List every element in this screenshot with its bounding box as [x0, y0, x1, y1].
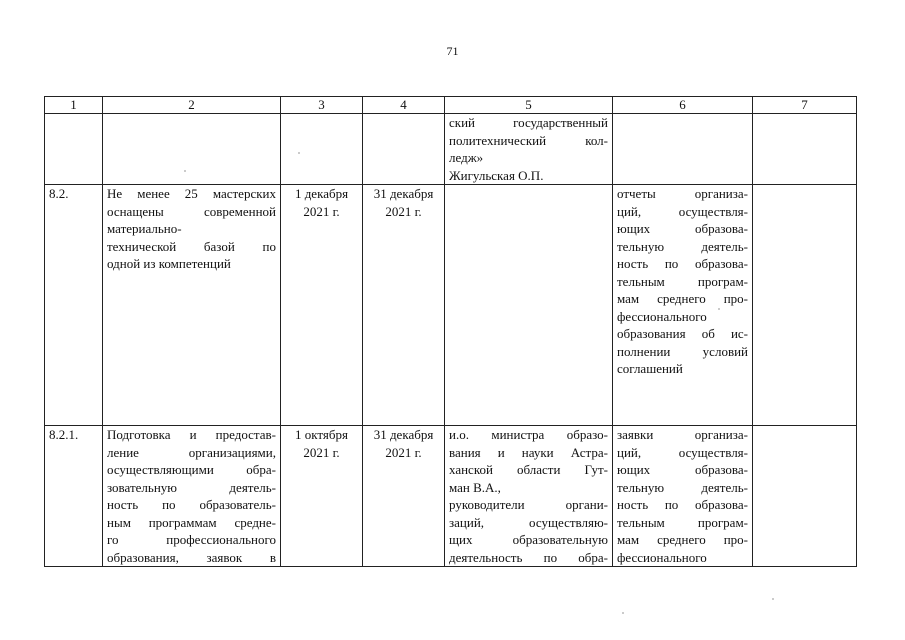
cell-line: зовательную деятель-: [107, 479, 276, 495]
cell-line: технической базой по: [107, 238, 276, 254]
cell-line: тельную деятель-: [617, 479, 748, 495]
cell-line: материально-: [107, 221, 182, 236]
result-cell: [613, 185, 753, 426]
cell-line: ледж»: [449, 150, 484, 165]
cell-line: одной из компетенций: [107, 256, 231, 271]
cell-line: 1 октября: [295, 427, 348, 442]
end-date-cell: [363, 426, 445, 567]
column-header: 4: [363, 97, 445, 114]
cell-line: Не менее 25 мастерских: [107, 186, 276, 201]
cell-line: мам среднего про-: [617, 532, 748, 547]
cell-line: полнении условий: [617, 343, 748, 359]
cell-line: тельным програм-: [617, 514, 748, 530]
cell-line: 2021 г.: [303, 444, 340, 460]
cell-line: ский государственный: [449, 115, 608, 130]
scan-speck: [718, 308, 720, 310]
cell-line: ление организациями,: [107, 444, 276, 460]
item-number-cell: [45, 114, 103, 185]
cell-line: 2021 г.: [303, 203, 340, 219]
cell-line: ность по образова-: [617, 497, 748, 512]
item-number-cell: 8.2.1.: [45, 426, 103, 567]
item-number-cell: 8.2.: [45, 185, 103, 426]
cell-line: 1 декабря: [294, 186, 349, 201]
result-cell: [613, 114, 753, 185]
column-header: 3: [281, 97, 363, 114]
activity-cell: [103, 426, 281, 567]
scan-speck: [772, 598, 774, 600]
cell-line: ций, осуществля-: [617, 444, 748, 460]
cell-line: отчеты организа-: [617, 186, 748, 201]
cell-line: Жигульская О.П.: [449, 167, 544, 183]
scan-speck: [184, 170, 186, 172]
scan-speck: [298, 152, 300, 154]
cell-line: фессионального: [617, 549, 707, 565]
cell-line: щих образовательную: [449, 532, 608, 547]
page-number: 71: [446, 44, 459, 58]
column-header: 5: [445, 97, 613, 114]
cell-line: образования, заявок в: [107, 549, 276, 565]
cell-line: руководители органи-: [449, 497, 608, 512]
column-header: 6: [613, 97, 753, 114]
cell-line: ность по образова-: [617, 256, 748, 271]
column-header: 2: [103, 97, 281, 114]
notes-cell: [753, 185, 857, 426]
cell-line: оснащены современной: [107, 203, 276, 219]
cell-line: ман В.А.,: [449, 479, 501, 495]
cell-line: ханской области Гут-: [449, 462, 608, 477]
responsible-cell: [445, 185, 613, 426]
cell-line: политехнический кол-: [449, 132, 608, 148]
cell-line: и.о. министра образо-: [449, 427, 608, 442]
column-header: 1: [45, 97, 103, 114]
activity-cell: [103, 185, 281, 426]
cell-line: 2021 г.: [385, 444, 422, 460]
start-date-cell: [281, 114, 363, 185]
cell-line: тельную деятель-: [617, 238, 748, 254]
table-row: [45, 185, 857, 426]
start-date-cell: [281, 426, 363, 567]
cell-line: ющих образова-: [617, 221, 748, 236]
cell-line: го профессионального: [107, 532, 276, 547]
notes-cell: [753, 426, 857, 567]
cell-line: фессионального: [617, 308, 707, 324]
table-header-row: [45, 97, 857, 114]
responsible-cell: [445, 426, 613, 567]
cell-line: 31 декабря: [373, 186, 434, 201]
cell-line: осуществляющими обра-: [107, 462, 276, 477]
column-header: 7: [753, 97, 857, 114]
end-date-cell: [363, 114, 445, 185]
notes-cell: [753, 114, 857, 185]
cell-line: Подготовка и предостав-: [107, 427, 276, 442]
activity-cell: [103, 114, 281, 185]
result-cell: [613, 426, 753, 567]
cell-line: ным программам средне-: [107, 514, 276, 530]
cell-line: ность по образователь-: [107, 497, 276, 512]
cell-line: тельным програм-: [617, 273, 748, 289]
cell-line: мам среднего про-: [617, 291, 748, 306]
cell-line: ющих образова-: [617, 462, 748, 477]
table-row: [45, 426, 857, 567]
cell-line: 31 декабря: [373, 427, 434, 442]
cell-line: заций, осуществляю-: [449, 514, 608, 530]
end-date-cell: [363, 185, 445, 426]
document-table: [44, 96, 857, 567]
cell-line: 2021 г.: [385, 203, 422, 219]
responsible-cell: [445, 114, 613, 185]
cell-line: соглашений: [617, 361, 683, 376]
cell-line: вания и науки Астра-: [449, 444, 608, 460]
start-date-cell: [281, 185, 363, 426]
cell-line: заявки организа-: [617, 427, 748, 442]
table-row: [45, 114, 857, 185]
cell-line: образования об ис-: [617, 326, 748, 341]
scan-speck: [622, 612, 624, 614]
cell-line: деятельность по обра-: [449, 549, 608, 565]
cell-line: ций, осуществля-: [617, 203, 748, 219]
